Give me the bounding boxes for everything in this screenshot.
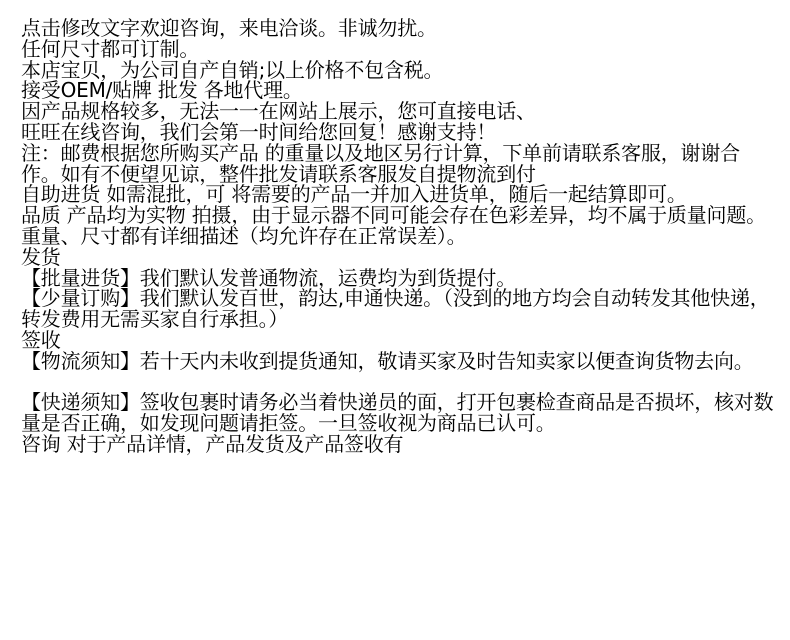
line-oem: 接受OEM/贴牌 批发 各地代理。 — [21, 78, 303, 103]
line-logistics-notice: 【物流须知】若十天内未收到提货通知，敬请买家及时告知卖家以便查询货物去向。 — [21, 348, 754, 373]
line-self-sale: 本店宝贝，为公司自产自销;以上价格不包含税。 — [21, 57, 444, 82]
line-self-purchase: 自助进货 如需混批，可 将需要的产品一并加入进货单，随后一起结算即可。 — [21, 182, 687, 207]
blank-line — [21, 372, 776, 393]
line-custom-size: 任何尺寸都可订制。 — [21, 36, 200, 61]
heading-shipping: 发货 — [21, 244, 61, 269]
line-wangwang: 旺旺在线咨询，我们会第一时间给您回复！感谢支持！ — [21, 119, 497, 144]
line-small-order: 【少量订购】我们默认发百世，韵达,申通快递。（没到的地方均会自动转发其他快递，转发费用无需买家自行承担。） — [21, 286, 770, 332]
document-body — [21, 18, 776, 455]
line-products-many: 因产品规格较多，无法一一在网站上展示，您可直接电话、 — [21, 99, 536, 124]
line-quality: 品质 产品均为实物 拍摄，由于显示器不同可能会存在色彩差异，均不属于质量问题。重量、尺寸都有详细描述（均允许存在正常误差）。 — [21, 203, 766, 248]
line-express-notice: 【快递须知】签收包裹时请务必当着快递员的面，打开包裹检查商品是否损坏，核对数量是否正确，如发现问题请拒签。一旦签收视为商品已认可。 — [21, 390, 774, 436]
line-postage-note: 注：邮费根据您所购买产品 的重量以及地区另行计算，下单前请联系客服，谢谢合作。如有不便望见谅，整件批发请联系客服发自提物流到付 — [21, 140, 740, 186]
line-consult: 咨询 对于产品详情，产品发货及产品签收有 — [21, 431, 404, 456]
line-bulk-purchase: 【批量进货】我们默认发普通物流，运费均为到货提付。 — [21, 265, 516, 290]
line-contact: 点击修改文字欢迎咨询，来电洽谈。非诚勿扰。 — [21, 16, 437, 40]
heading-sign-for: 签收 — [21, 327, 61, 352]
